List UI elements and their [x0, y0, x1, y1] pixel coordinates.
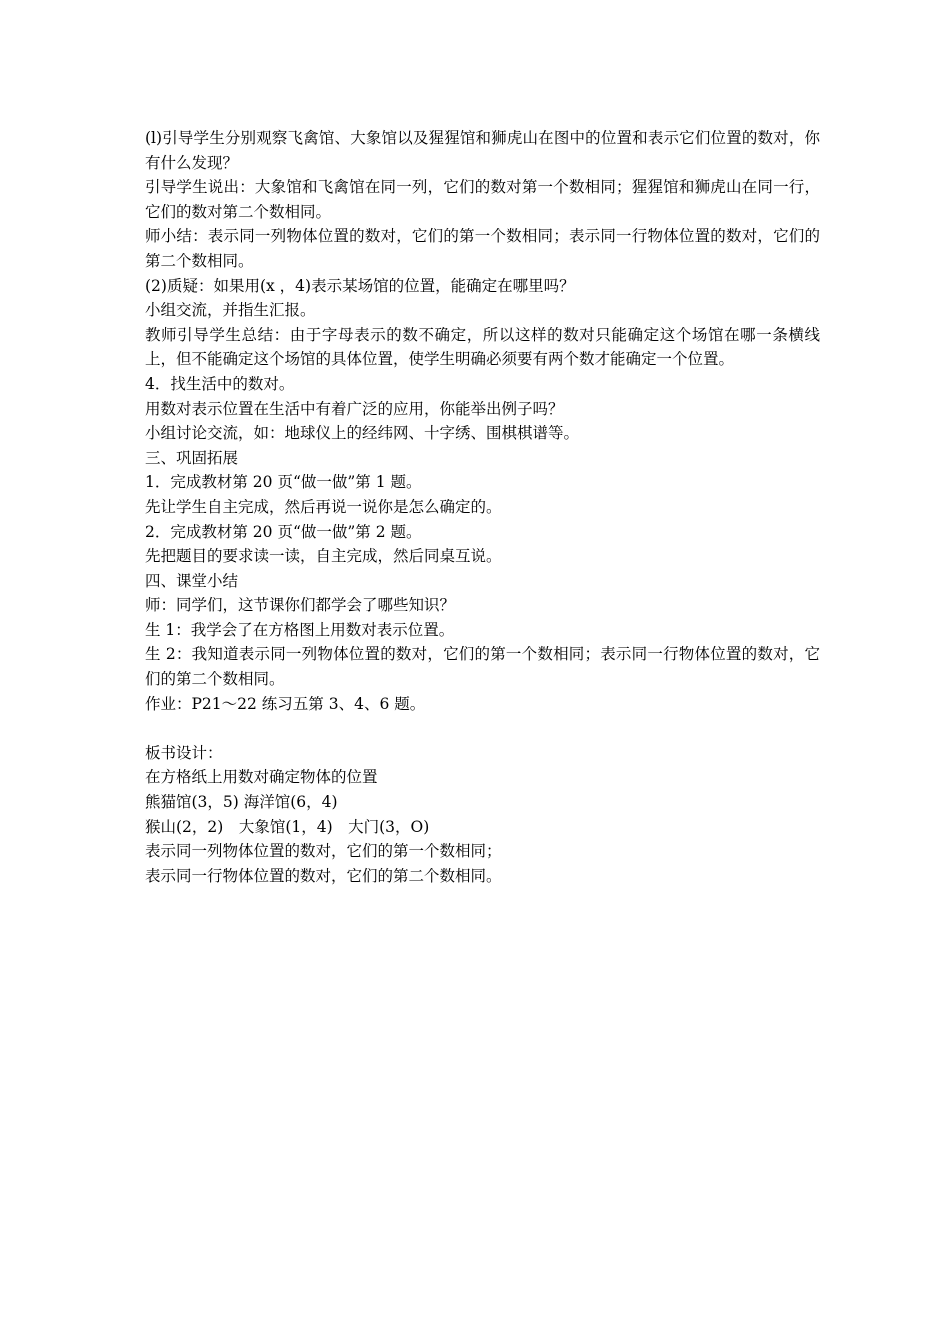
blank-line	[145, 716, 820, 741]
step-heading: 4．找生活中的数对。	[145, 374, 295, 393]
paragraph: 师：同学们，这节课你们都学会了哪些知识？	[145, 596, 456, 615]
paragraph: 1．完成教材第 20 页“做一做”第 1 题。	[145, 473, 422, 492]
board-line: 表示同一行物体位置的数对，它们的第二个数相同。	[145, 866, 502, 885]
board-heading: 板书设计：	[145, 743, 223, 762]
paragraph: (l)引导学生分别观察飞禽馆、大象馆以及猩猩馆和狮虎山在图中的位置和表示它们位置的数对，你有什么发现？	[145, 129, 820, 172]
paragraph: 先让学生自主完成，然后再说一说你是怎么确定的。	[145, 497, 502, 516]
paragraph: 师小结：表示同一列物体位置的数对，它们的第一个数相同；表示同一行物体位置的数对，它们的第二个数相同。	[145, 227, 820, 270]
section-heading: 三、巩固拓展	[145, 448, 239, 467]
board-line: 在方格纸上用数对确定物体的位置	[145, 768, 378, 787]
section-heading: 四、课堂小结	[145, 571, 239, 590]
homework-line: 作业：P21～22 练习五第 3、4、6 题。	[145, 694, 426, 713]
document-page	[145, 126, 820, 888]
paragraph: 教师引导学生总结：由于字母表示的数不确定，所以这样的数对只能确定这个场馆在哪一条横线上，但不能确定这个场馆的具体位置，使学生明确必须要有两个数才能确定一个位置。	[145, 325, 820, 369]
paragraph: 引导学生说出：大象馆和飞禽馆在同一列，它们的数对第一个数相同；猩猩馆和狮虎山在同一行，它们的数对第二个数相同。	[145, 178, 820, 221]
paragraph: 2．完成教材第 20 页“做一做”第 2 题。	[145, 522, 422, 541]
board-line: 表示同一列物体位置的数对，它们的第一个数相同；	[145, 842, 502, 861]
paragraph: 先把题目的要求读一读，自主完成，然后同桌互说。	[145, 547, 502, 566]
board-line: 猴山(2，2) 大象馆(1，4) 大门(3，O)	[145, 817, 430, 836]
paragraph: 用数对表示位置在生活中有着广泛的应用，你能举出例子吗？	[145, 399, 564, 418]
paragraph: 生 1：我学会了在方格图上用数对表示位置。	[145, 620, 455, 639]
board-line: 熊猫馆(3，5) 海洋馆(6，4)	[145, 793, 338, 812]
paragraph: 生 2：我知道表示同一列物体位置的数对，它们的第一个数相同；表示同一行物体位置的数对，它们的第二个数相同。	[145, 645, 820, 689]
paragraph: (2)质疑：如果用(x ，4)表示某场馆的位置，能确定在哪里吗？	[145, 276, 575, 295]
paragraph: 小组交流，并指生汇报。	[145, 301, 316, 320]
paragraph: 小组讨论交流，如：地球仪上的经纬网、十字绣、围棋棋谱等。	[145, 424, 580, 443]
